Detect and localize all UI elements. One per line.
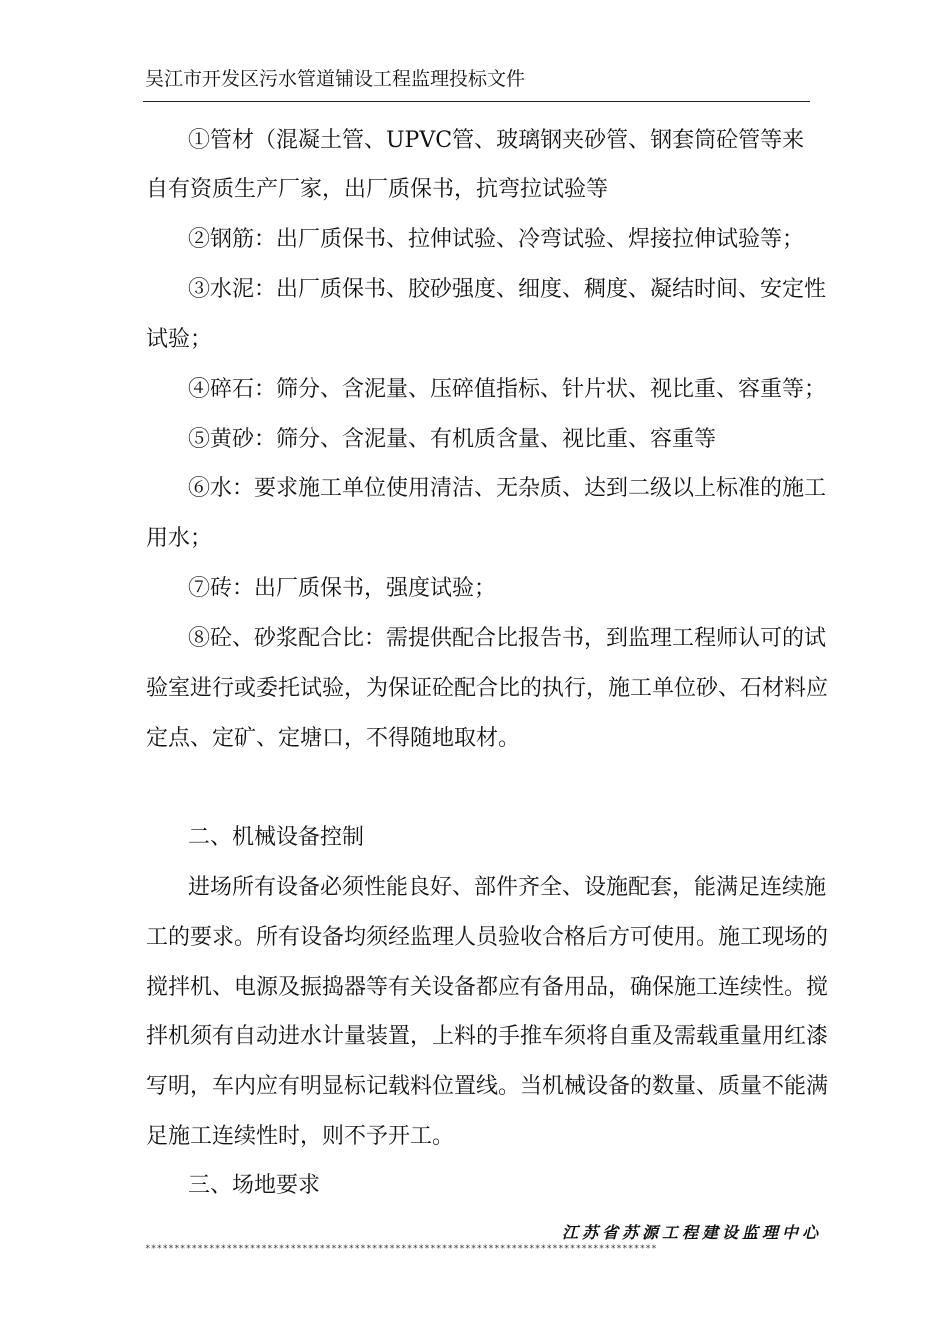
paragraph-line: 写明，车内应有明显标记载料位置线。当机械设备的数量、质量不能满: [146, 1074, 829, 1099]
material-line: 验室进行或委托试验，为保证砼配合比的执行，施工单位砂、石材料应: [146, 676, 829, 701]
material-line: 定点、定矿、定塘口，不得随地取材。: [146, 726, 521, 751]
paragraph-line: 足施工连续性时，则不予开工。: [146, 1124, 455, 1149]
material-line: 用水；: [146, 526, 213, 551]
material-line: ④碎石：筛分、含泥量、压碎值指标、针片状、视比重、容重等；: [188, 377, 827, 402]
material-line: ⑥水：要求施工单位使用清洁、无杂质、达到二级以上标准的施工: [188, 476, 827, 501]
footer-organization: 江苏省苏源工程建设监理中心: [562, 1223, 823, 1242]
paragraph-line: 进场所有设备必须性能良好、部件齐全、设施配套，能满足连续施: [188, 875, 827, 900]
material-line: ③水泥：出厂质保书、胶砂强度、细度、稠度、凝结时间、安定性: [188, 277, 827, 302]
material-line: 自有资质生产厂家，出厂质保书，抗弯拉试验等: [146, 177, 609, 202]
paragraph-line: 拌机须有自动进水计量装置，上料的手推车须将自重及需载重量用红漆: [146, 1024, 829, 1049]
header-divider: [143, 101, 810, 102]
section-heading: 二、机械设备控制: [188, 825, 365, 850]
material-line: ⑧砼、砂浆配合比：需提供配合比报告书，到监理工程师认可的试: [188, 626, 827, 651]
material-line: ①管材（混凝土管、UPVC管、玻璃钢夹砂管、钢套筒砼管等来: [188, 128, 805, 153]
page-header-title: 吴江市开发区污水管道铺设工程监理投标文件: [145, 68, 526, 90]
paragraph-line: 搅拌机、电源及振捣器等有关设备都应有备用品，确保施工连续性。搅: [146, 975, 829, 1000]
material-line: 试验；: [146, 327, 213, 352]
material-line: ⑤黄砂：筛分、含泥量、有机质含量、视比重、容重等: [188, 427, 717, 452]
material-line: ⑦砖：出厂质保书，强度试验；: [188, 576, 497, 601]
footer-star-divider: ****************************************************************************************: [145, 1244, 658, 1254]
paragraph-line: 工的要求。所有设备均须经监理人员验收合格后方可使用。施工现场的: [146, 925, 829, 950]
section-heading: 三、场地要求: [188, 1173, 321, 1198]
material-line: ②钢筋：出厂质保书、拉伸试验、冷弯试验、焊接拉伸试验等；: [188, 227, 805, 252]
